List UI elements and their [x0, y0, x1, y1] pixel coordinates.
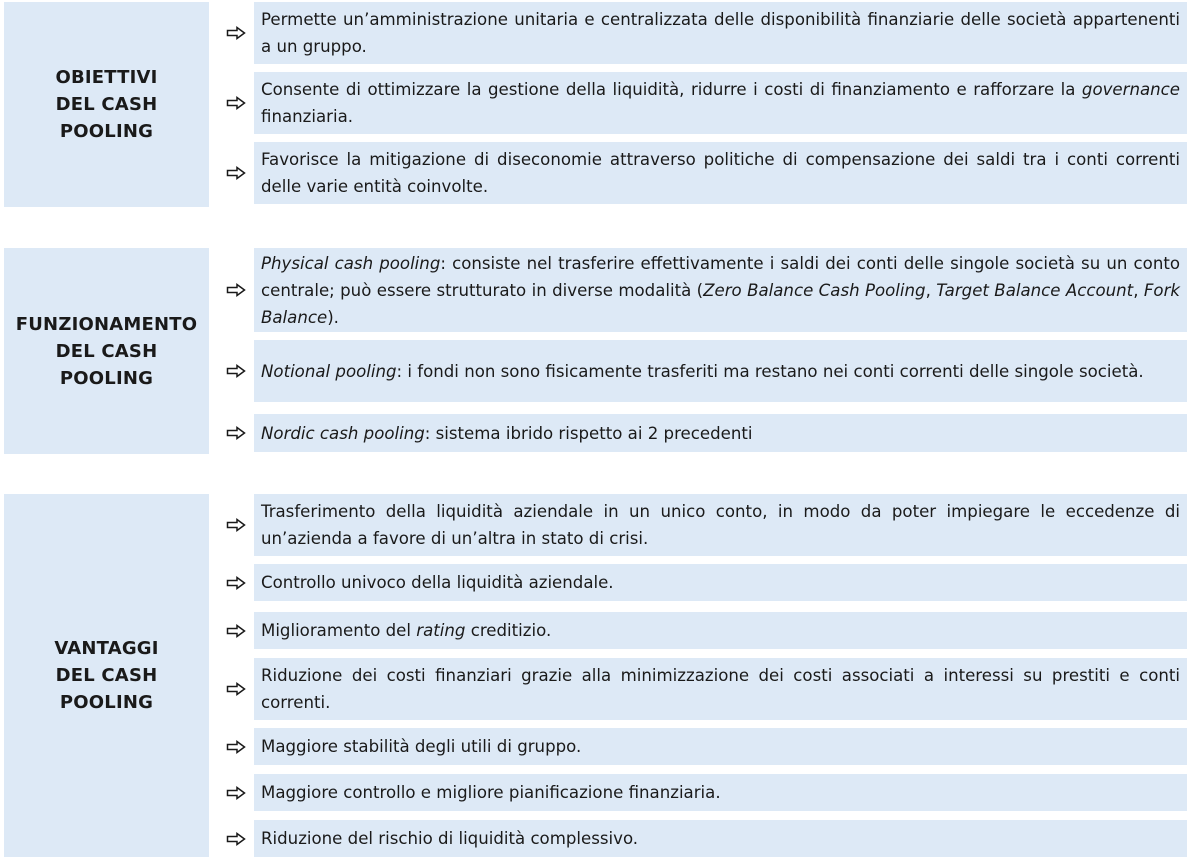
item-box [254, 142, 1187, 204]
arrow-right-icon [217, 166, 254, 180]
arrow-right-icon [217, 832, 254, 846]
section-vantaggi [4, 494, 1187, 857]
list-item [217, 820, 1187, 857]
item-text-italic: Physical cash pooling [261, 253, 441, 273]
item-text-italic: Target Balance Account [936, 280, 1134, 300]
list-item [217, 658, 1187, 720]
arrow-right-icon [217, 364, 254, 378]
arrow-right-icon [217, 624, 254, 638]
item-text: Nordic cash pooling: sistema ibrido rispetto ai 2 precedenti [261, 423, 753, 443]
arrow-right-icon [217, 283, 254, 297]
section-funzionamento [4, 248, 1187, 454]
list-item [217, 774, 1187, 811]
item-text: Maggiore controllo e migliore pianificazione finanziaria. [261, 783, 721, 802]
item-text: Notional pooling: i fondi non sono fisicamente trasferiti ma restano nei conti correnti delle singole società. [261, 361, 1144, 381]
list-item [217, 564, 1187, 601]
item-text: Physical cash pooling: consiste nel trasferire effettivamente i saldi dei conti delle singole società su un conto centrale; può essere strutturato in diverse modalità (Zero Balance Cash Pooling, Target Balance Account, Fork Balance). [261, 253, 1181, 327]
item-text-italic: Notional pooling [261, 361, 397, 381]
item-box [254, 658, 1187, 720]
list-item [217, 142, 1187, 204]
list-item [217, 494, 1187, 556]
list-item [217, 414, 1187, 452]
arrow-right-icon [217, 26, 254, 40]
item-text-italic: governance [1081, 80, 1180, 99]
arrow-right-icon [217, 96, 254, 110]
section-label-text: OBIETTIVI DEL CASH POOLING [55, 67, 158, 142]
item-text: Riduzione dei costi finanziari grazie alla minimizzazione dei costi associati a interessi su prestiti e conti correnti. [261, 666, 1180, 712]
item-text: Trasferimento della liquidità aziendale in un unico conto, in modo da poter impiegare le eccedenze di un’azienda a favore di un’altra in stato di crisi. [261, 502, 1180, 548]
item-box [254, 774, 1187, 811]
list-item [217, 248, 1187, 332]
list-item [217, 2, 1187, 64]
item-text: Consente di ottimizzare la gestione della liquidità, ridurre i costi di finanziamento e rafforzare la governance finanziaria. [261, 80, 1180, 126]
section-label [4, 2, 209, 207]
item-box [254, 494, 1187, 556]
arrow-right-icon [217, 786, 254, 800]
item-box [254, 248, 1187, 332]
item-text: Riduzione del rischio di liquidità complessivo. [261, 829, 639, 848]
arrow-right-icon [217, 682, 254, 696]
arrow-right-icon [217, 740, 254, 754]
list-item [217, 72, 1187, 134]
item-text-italic: Nordic cash pooling [261, 423, 425, 443]
arrow-right-icon [217, 576, 254, 590]
list-item [217, 612, 1187, 649]
section-label-text: VANTAGGI DEL CASH POOLING [54, 638, 159, 713]
item-box [254, 414, 1187, 452]
item-text-italic: Zero Balance Cash Pooling [703, 280, 926, 300]
item-text: Controllo univoco della liquidità aziendale. [261, 573, 614, 592]
item-text-italic: rating [416, 621, 466, 640]
item-box [254, 820, 1187, 857]
item-text: Miglioramento del rating creditizio. [261, 621, 552, 640]
section-label [4, 494, 209, 857]
item-box [254, 2, 1187, 64]
list-item [217, 728, 1187, 765]
item-text-italic: Fork Balance [261, 280, 1181, 327]
item-text: Maggiore stabilità degli utili di gruppo. [261, 737, 582, 756]
section-obiettivi [4, 2, 1187, 207]
item-box [254, 340, 1187, 402]
list-item [217, 340, 1187, 402]
item-text: Favorisce la mitigazione di diseconomie attraverso politiche di compensazione dei saldi tra i conti correnti delle varie entità coinvolte. [261, 150, 1180, 196]
item-box [254, 72, 1187, 134]
item-box [254, 728, 1187, 765]
arrow-right-icon [217, 518, 254, 532]
section-label-text: FUNZIONAMENTO DEL CASH POOLING [15, 313, 198, 389]
arrow-right-icon [217, 426, 254, 440]
item-text: Permette un’amministrazione unitaria e centralizzata delle disponibilità finanziarie delle società appartenenti a un gruppo. [261, 10, 1180, 56]
section-label [4, 248, 209, 454]
item-box [254, 612, 1187, 649]
item-box [254, 564, 1187, 601]
